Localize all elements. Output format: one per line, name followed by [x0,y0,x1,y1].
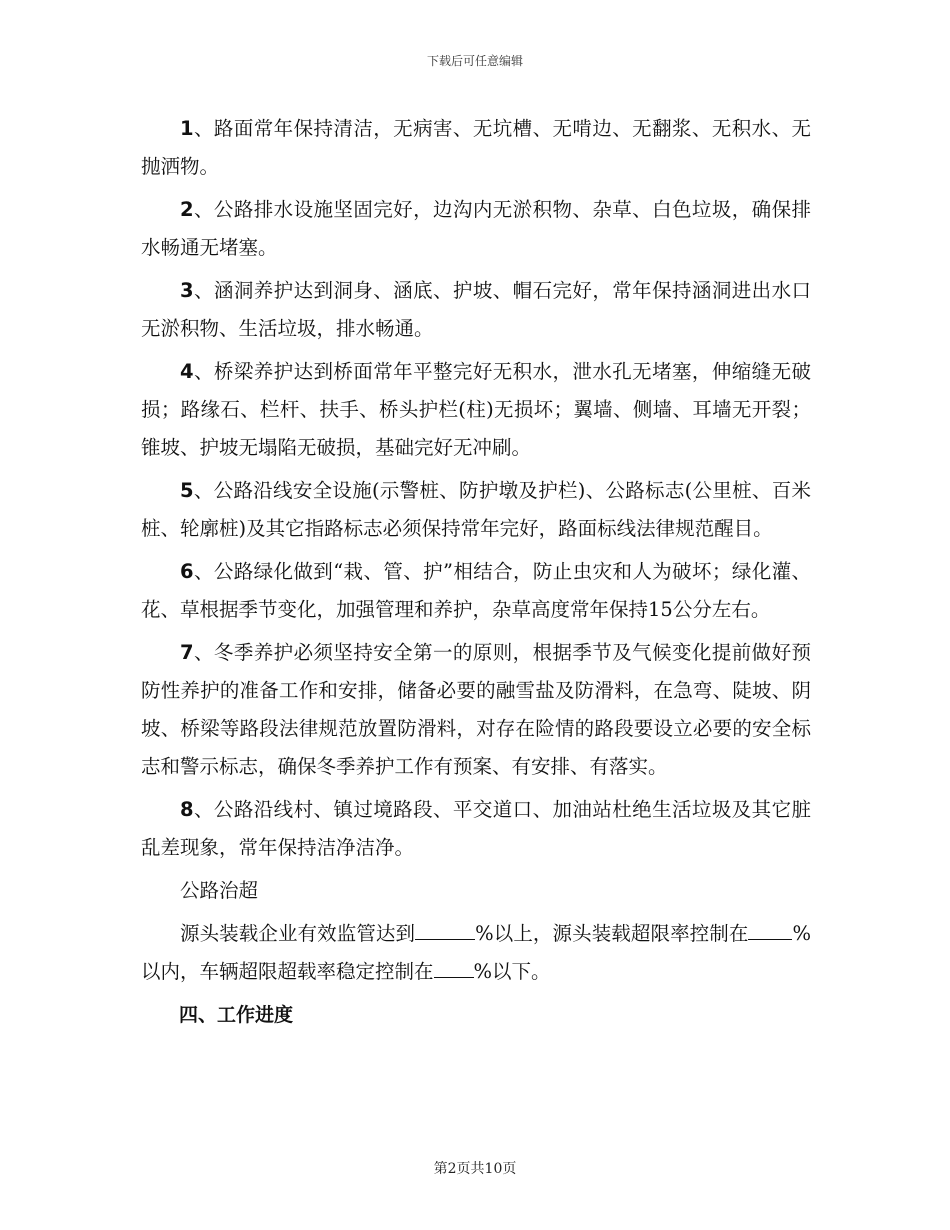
item-text: 、冬季养护必须坚持安全第一的原则，根据季节及气候变化提前做好预防性养护的准备工作和安排，储备必要的融雪盐及防滑料，在急弯、陡坡、阴坡、桥梁等路段法律规范放置防滑料，对存在险情的路段要设立必要的安全标志和警示标志，确保冬季养护工作有预案、有安排、有落实。 [141,641,811,778]
list-item [141,472,811,548]
overload-text-1: 源头装载企业有效监管达到 [180,922,416,945]
list-item [141,353,811,467]
fill-blank [415,917,475,940]
subheading: 公路治超 [180,879,259,902]
overload-text-3: %以内，车辆超限超载率稳定控制在 [141,922,811,983]
document-body [141,110,811,1034]
list-item [141,110,811,186]
list-item [141,191,811,267]
item-number: 8 [180,798,194,821]
item-text: 、公路绿化做到“栽、管、护”相结合，防止虫灾和人为破坏；绿化灌、花、草根据季节变化，加强管理和养护，杂草高度常年保持15公分左右。 [141,560,811,621]
fill-blank [748,917,792,940]
page-header: 下载后可任意编辑 [426,54,523,68]
item-number: 3 [180,279,194,302]
list-item [141,272,811,348]
list-item [141,791,811,867]
item-text: 、路面常年保持清洁，无病害、无坑槽、无啃边、无翻浆、无积水、无抛洒物。 [141,117,811,178]
item-text: 、涵洞养护达到洞身、涵底、护坡、帽石完好，常年保持涵洞进出水口无淤积物、生活垃圾，排水畅通。 [141,279,811,340]
list-item [141,634,811,786]
item-number: 1 [180,117,194,140]
item-number: 7 [180,641,194,664]
item-text: 、公路沿线安全设施(示警桩、防护墩及护栏)、公路标志(公里桩、百米桩、轮廓桩)及其它指路标志必须保持常年完好，路面标线法律规范醒目。 [141,479,811,540]
fill-blank [434,955,474,978]
overload-text-2: %以上，源头装载超限率控制在 [475,922,749,945]
item-text: 、桥梁养护达到桥面常年平整完好无积水，泄水孔无堵塞，伸缩缝无破损；路缘石、栏杆、扶手、桥头护栏(柱)无损坏；翼墙、侧墙、耳墙无开裂；锥坡、护坡无塌陷无破损，基础完好无冲刷。 [141,360,811,459]
item-number: 2 [180,198,194,221]
list-item [141,553,811,629]
item-number: 6 [180,560,194,583]
page-footer: 第2页共10页 [433,1161,517,1177]
item-number: 5 [180,479,194,502]
item-text: 、公路排水设施坚固完好，边沟内无淤积物、杂草、白色垃圾，确保排水畅通无堵塞。 [141,198,811,259]
item-number: 4 [180,360,194,383]
overload-text-4: %以下。 [473,960,551,983]
item-text: 、公路沿线村、镇过境路段、平交道口、加油站杜绝生活垃圾及其它脏乱差现象，常年保持洁净洁净。 [141,798,811,859]
overload-paragraph [141,915,811,991]
section-heading: 四、工作进度 [179,1004,294,1026]
